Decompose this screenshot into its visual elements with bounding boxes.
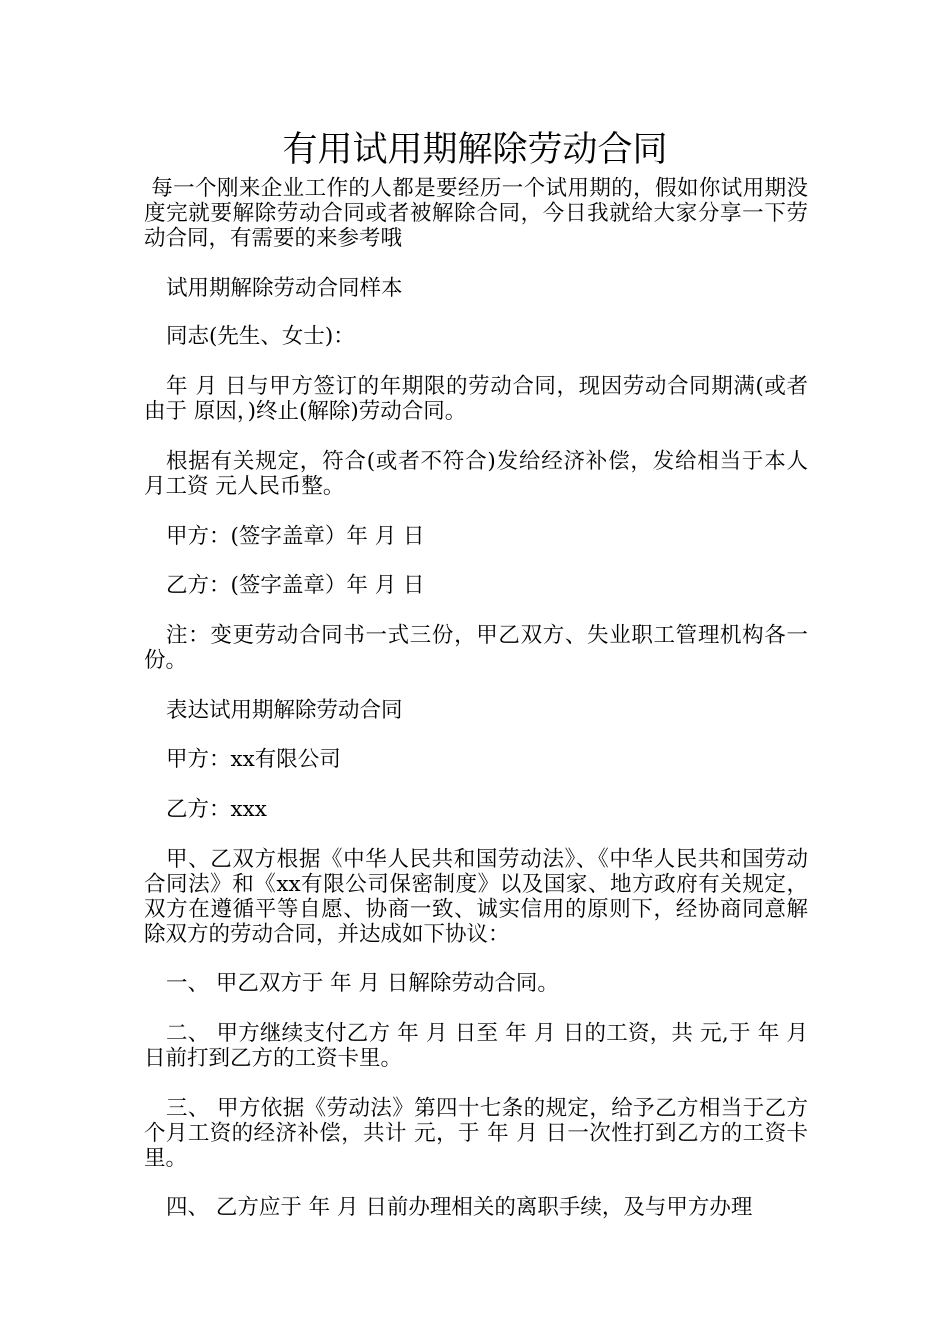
express-heading: 表达试用期解除劳动合同 — [166, 698, 403, 723]
note-paragraph: 注：变更劳动合同书一式三份，甲乙双方、失业职工管理机构各一份。 — [144, 623, 808, 673]
party-b-signature-line: 乙方：(签字盖章）年 月 日 — [166, 573, 425, 598]
clause-3: 三、 甲方依据《劳动法》第四十七条的规定，给予乙方相当于乙方 个月工资的经济补偿，共计 元，于 年 月 日一次性打到乙方的工资卡里。 — [144, 1096, 808, 1171]
sample-paragraph-2: 根据有关规定，符合(或者不符合)发给经济补偿，发给相当于本人 月工资 元人民币整。 — [144, 449, 808, 499]
clause-4: 四、 乙方应于 年 月 日前办理相关的离职手续，及与甲方办理 — [166, 1195, 753, 1220]
clause-1: 一、 甲乙双方于 年 月 日解除劳动合同。 — [166, 971, 559, 996]
sample-paragraph-1: 年 月 日与甲方签订的年期限的劳动合同，现因劳动合同期满(或者由于 原因，)终止(解除)劳动合同。 — [144, 374, 808, 424]
sample-heading: 试用期解除劳动合同样本 — [166, 276, 403, 301]
document-title: 有用试用期解除劳动合同 — [282, 130, 668, 170]
intro-text: 每一个刚来企业工作的人都是要经历一个试用期的，假如你试用期没度完就要解除劳动合同或者被解除合同，今日我就给大家分享一下劳动合同，有需要的来参考哦 — [144, 176, 808, 251]
intro-paragraph — [144, 176, 808, 251]
party-b-line: 乙方：xxx — [166, 797, 267, 822]
clause-2: 二、 甲方继续支付乙方 年 月 日至 年 月 日的工资，共 元,于 年 月 日前打到乙方的工资卡里。 — [144, 1021, 808, 1071]
agreement-intro-paragraph: 甲、乙双方根据《中华人民共和国劳动法》、《中华人民共和国劳动合同法》和《xx有限公司保密制度》以及国家、地方政府有关规定，双方在遵循平等自愿、协商一致、诚实信用的原则下，经协商同意解除双方的劳动合同，并达成如下协议： — [144, 847, 808, 947]
salutation: 同志(先生、女士)： — [166, 324, 355, 349]
party-a-signature-line: 甲方：(签字盖章）年 月 日 — [166, 524, 425, 549]
party-a-line: 甲方：xx有限公司 — [166, 747, 341, 772]
